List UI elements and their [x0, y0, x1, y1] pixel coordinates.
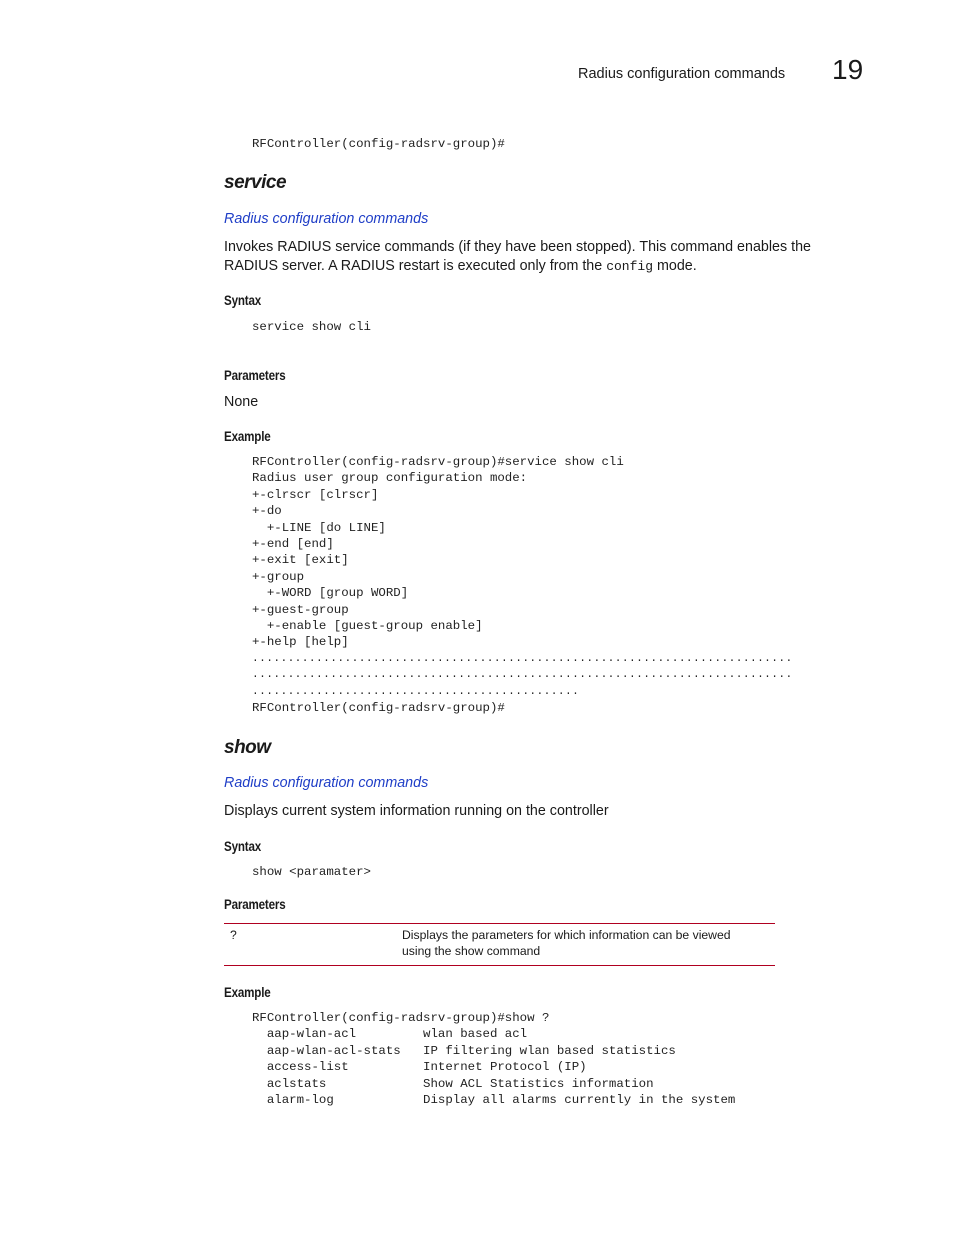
code-line: RFController(config-radsrv-group)# — [252, 701, 505, 716]
service-description-end: mode. — [653, 258, 697, 274]
show-link[interactable]: Radius configuration commands — [224, 775, 429, 791]
chapter-number: 19 — [832, 54, 864, 85]
param-description-line2: using the show command — [402, 944, 541, 958]
code-line: +-WORD [group WORD] — [252, 586, 409, 601]
service-parameters-label: Parameters — [224, 368, 286, 383]
top-prompt-line: RFController(config-radsrv-group)# — [252, 137, 505, 151]
param-description — [402, 927, 731, 959]
show-heading: show — [224, 737, 271, 758]
service-parameters-value: None — [224, 394, 259, 410]
code-line: aap-wlan-acl wlan based acl — [252, 1027, 528, 1042]
code-line: +-guest-group — [252, 602, 349, 617]
code-line: +-LINE [do LINE] — [252, 520, 386, 535]
service-description-line1: Invokes RADIUS service commands (if they have been stopped). This command enables the — [224, 239, 811, 255]
code-line: RFController(config-radsrv-group)#service show cli — [252, 455, 624, 469]
show-description: Displays current system information running on the controller — [224, 803, 609, 819]
code-line: +-group — [252, 569, 305, 584]
service-example-block — [252, 454, 793, 717]
service-syntax: service show cli — [252, 320, 371, 334]
code-line: +-clrscr [clrscr] — [252, 487, 379, 502]
code-line-ellipsis: ............................................................................ — [252, 652, 793, 665]
service-syntax-label: Syntax — [224, 293, 262, 308]
code-line: aclstats Show ACL Statistics information — [252, 1076, 654, 1091]
service-example-label: Example — [224, 429, 271, 444]
show-example-label: Example — [224, 985, 271, 1000]
parameters-table — [224, 923, 775, 966]
service-heading: service — [224, 172, 287, 193]
show-example-block — [252, 1010, 735, 1108]
code-line: Radius user group configuration mode: — [252, 471, 528, 486]
code-line: RFController(config-radsrv-group)#show ? — [252, 1011, 550, 1025]
code-line-ellipsis: ............................................................................ — [252, 669, 793, 682]
code-line: aap-wlan-acl-stats IP filtering wlan based statistics — [252, 1043, 676, 1058]
config-code: config — [606, 259, 653, 274]
service-description-line2 — [224, 257, 844, 276]
running-header-title: Radius configuration commands — [578, 66, 786, 82]
show-syntax-label: Syntax — [224, 839, 262, 854]
code-line-ellipsis: .............................................. — [252, 685, 580, 698]
show-parameters-label: Parameters — [224, 897, 286, 912]
code-line: +-end [end] — [252, 537, 334, 552]
param-description-line1: Displays the parameters for which information can be viewed — [402, 928, 731, 942]
code-line: access-list Internet Protocol (IP) — [252, 1060, 587, 1075]
service-link[interactable]: Radius configuration commands — [224, 211, 429, 227]
code-line: +-exit [exit] — [252, 553, 349, 568]
service-description — [224, 238, 844, 276]
show-syntax: show <paramater> — [252, 865, 371, 879]
param-name: ? — [230, 928, 237, 942]
code-line: +-do — [252, 504, 282, 519]
service-description-text: RADIUS server. A RADIUS restart is executed only from the — [224, 258, 607, 274]
code-line: +-enable [guest-group enable] — [252, 619, 483, 634]
code-line: +-help [help] — [252, 635, 349, 650]
code-line: alarm-log Display all alarms currently in the system — [252, 1093, 736, 1108]
